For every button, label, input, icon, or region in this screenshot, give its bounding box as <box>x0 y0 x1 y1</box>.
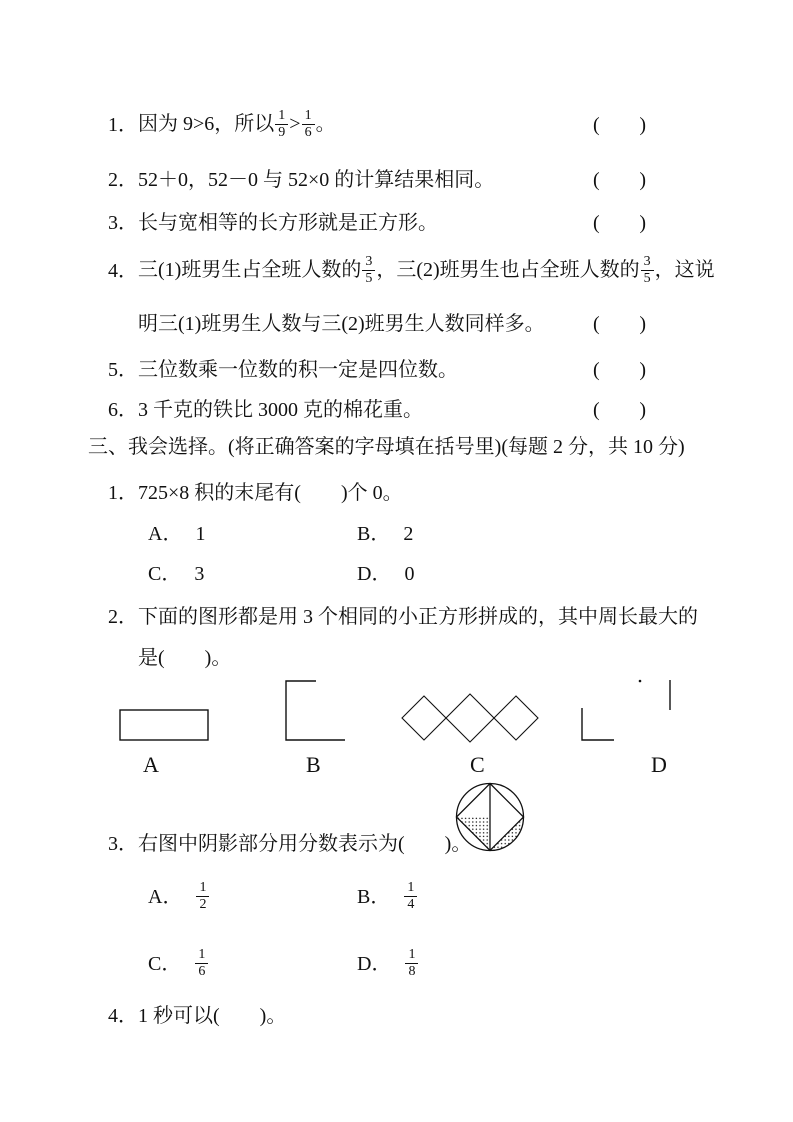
question-number: 3． <box>108 833 138 855</box>
fraction: $\frac{3}{5}$ <box>362 254 375 286</box>
question-text: 下面的图形都是用 3 个相同的小正方形拼成的，其中周长最大的 <box>138 606 698 628</box>
option-d: D． $\frac{1}{8}$ <box>357 941 419 987</box>
judge-question-5 <box>108 357 458 383</box>
choice-question-2-line1 <box>108 604 698 630</box>
answer-bracket: ( ) <box>593 359 646 381</box>
fraction: $\frac{1}{2}$ <box>196 880 209 912</box>
fraction: $\frac{1}{9}$ <box>275 108 288 140</box>
shape-label-b: B <box>306 752 321 777</box>
shape-d-steps <box>582 680 670 740</box>
option-c: C． $\frac{1}{6}$ <box>148 941 209 987</box>
option-a: A． $\frac{1}{2}$ <box>148 874 210 920</box>
shape-label-d: D <box>651 752 667 777</box>
tromino-shapes-figure <box>0 660 793 760</box>
answer-bracket: ( ) <box>593 399 646 421</box>
choice-question-4 <box>108 1003 286 1029</box>
option-a: A． 1 <box>148 523 206 545</box>
option-c: C． 3 <box>148 563 205 585</box>
question-text: 长与宽相等的长方形就是正方形。 <box>138 212 438 234</box>
answer-bracket: ( ) <box>593 212 646 234</box>
judge-question-4-line1 <box>108 248 715 294</box>
question-number: 4． <box>108 260 138 282</box>
judge-question-2 <box>108 167 494 193</box>
question-number: 5． <box>108 359 138 381</box>
fraction: $\frac{1}{6}$ <box>195 947 208 979</box>
fraction: $\frac{1}{4}$ <box>404 880 417 912</box>
judge-question-1 <box>108 102 336 148</box>
choice-question-3 <box>108 831 471 857</box>
question-text: 1 秒可以( )。 <box>138 1005 287 1027</box>
fraction: $\frac{1}{8}$ <box>405 947 418 979</box>
fraction: $\frac{3}{5}$ <box>641 254 654 286</box>
question-number: 4． <box>108 1005 138 1027</box>
answer-bracket: ( ) <box>593 313 646 335</box>
question-text: 右图中阴影部分用分数表示为( )。 <box>138 833 472 855</box>
fraction: $\frac{1}{6}$ <box>302 108 315 140</box>
judge-question-3 <box>108 210 438 236</box>
shape-label-a: A <box>143 752 159 777</box>
question-number: 1． <box>108 114 138 136</box>
answer-bracket: ( ) <box>593 114 646 136</box>
question-text: 52＋0，52－0 与 52×0 的计算结果相同。 <box>138 169 495 191</box>
shape-a-rectangle <box>120 710 208 740</box>
answer-bracket: ( ) <box>593 169 646 191</box>
question-text: 三位数乘一位数的积一定是四位数。 <box>138 359 458 381</box>
question-text: 3 千克的铁比 3000 克的棉花重。 <box>138 399 423 421</box>
question-number: 1． <box>108 482 138 504</box>
question-text: 是( )。 <box>138 647 232 669</box>
question-number: 2． <box>108 606 138 628</box>
option-b: B． 2 <box>357 523 414 545</box>
question-number: 6． <box>108 399 138 421</box>
question-text: 725×8 积的末尾有( )个 0。 <box>138 482 403 504</box>
choice-question-1 <box>108 480 403 506</box>
question-number: 2． <box>108 169 138 191</box>
question-number: 3． <box>108 212 138 234</box>
option-d: D． 0 <box>357 563 415 585</box>
shape-c-diamonds <box>402 694 538 742</box>
question-text: 三(1)班男生占全班人数的 $\frac{3}{5}$ ，三(2)班男生也占全班人数的 $\frac{3}{5}$ ，这说 <box>138 253 715 286</box>
shape-b-lshape <box>286 681 345 740</box>
judge-question-4-line2 <box>138 311 545 337</box>
option-b: B． $\frac{1}{4}$ <box>357 874 418 920</box>
question-text: 因为 9>6，所以 $\frac{1}{9}$ > $\frac{1}{6}$ 。 <box>138 107 336 140</box>
question-text: 明三(1)班男生人数与三(2)班男生人数同样多。 <box>138 313 545 335</box>
shape-label-c: C <box>470 752 485 777</box>
section-header: 三、我会选择。(将正确答案的字母填在括号里)(每题 2 分，共 10 分) <box>88 436 685 458</box>
judge-question-6 <box>108 397 423 423</box>
